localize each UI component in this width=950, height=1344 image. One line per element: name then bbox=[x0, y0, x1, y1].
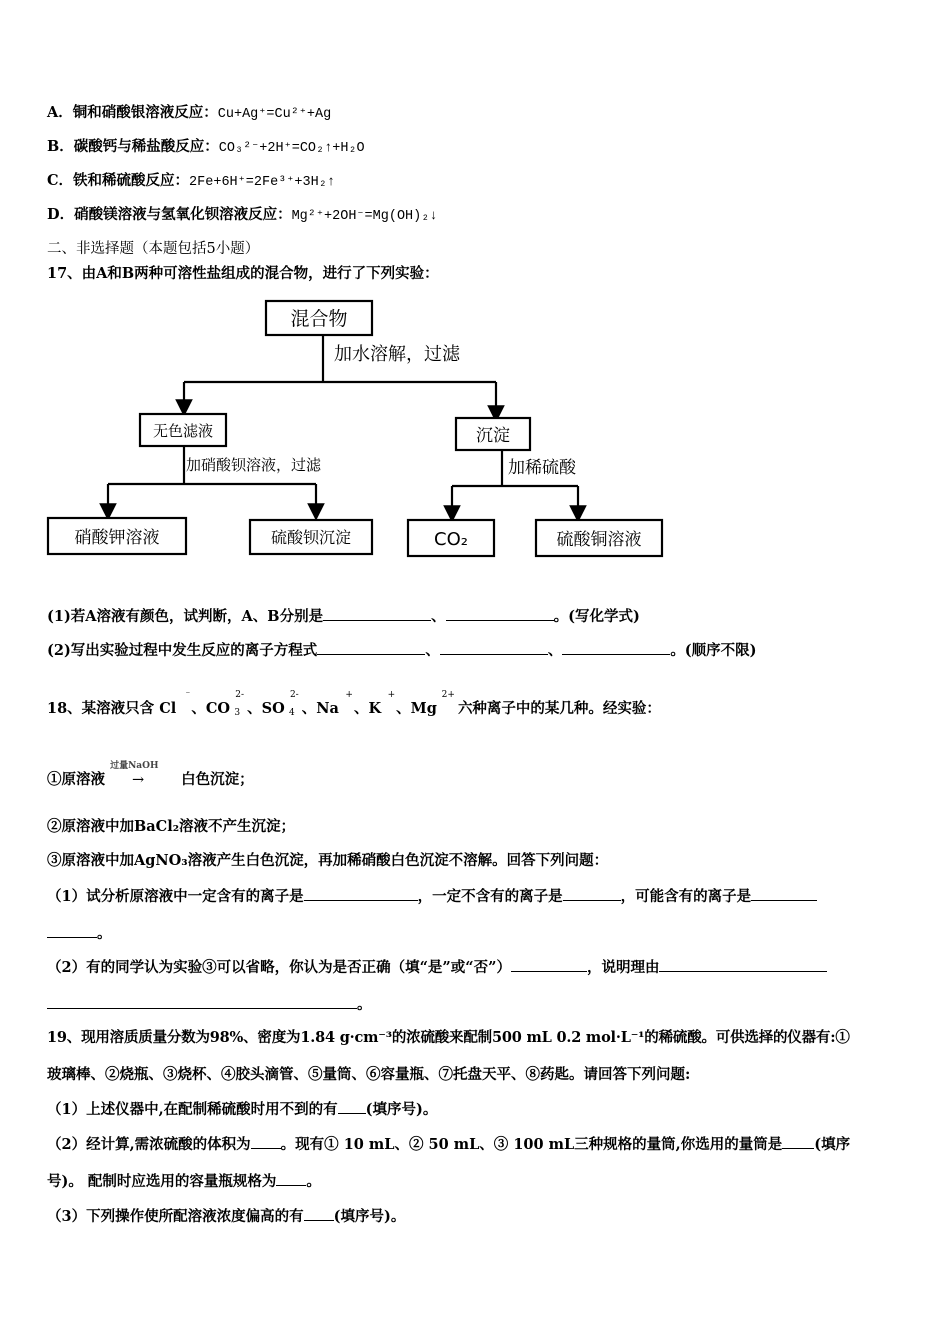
q19-p2-end: 。 bbox=[306, 1173, 321, 1190]
ion-sub: 4 bbox=[288, 708, 295, 718]
option-d bbox=[47, 205, 437, 227]
ion-charge: + bbox=[345, 690, 353, 700]
q18-stem-post: 六种离子中的某几种。经实验： bbox=[457, 700, 661, 717]
q18-exp1 bbox=[47, 761, 254, 790]
q19-part3 bbox=[47, 1206, 405, 1227]
separator: 、 bbox=[354, 700, 369, 717]
q17-p1-text: (1)若A溶液有颜色，试判断，A、B分别是 bbox=[47, 608, 324, 625]
q17-p1-end: 。(写化学式) bbox=[553, 608, 640, 625]
option-label: B． bbox=[47, 138, 74, 155]
answer-blank[interactable] bbox=[440, 640, 548, 655]
ion-charge: ⁻ bbox=[185, 690, 191, 700]
ion-charge: 2+ bbox=[441, 690, 455, 700]
option-label: A． bbox=[47, 104, 73, 121]
separator: 、 bbox=[191, 700, 206, 717]
ion-charge: 2- bbox=[235, 690, 245, 700]
ion-co3 bbox=[205, 690, 245, 719]
exp1-result: 白色沉淀； bbox=[181, 771, 254, 788]
answer-blank[interactable] bbox=[304, 886, 418, 901]
reaction-arrow bbox=[110, 761, 166, 790]
q18-p1-end: 。 bbox=[97, 925, 112, 942]
answer-blank[interactable] bbox=[304, 1206, 334, 1221]
option-text: 铜和硝酸银溶液反应： bbox=[72, 104, 218, 121]
separator: 、 bbox=[247, 700, 262, 717]
q17-stem: 17、由A和B两种可溶性盐组成的混合物，进行了下列实验： bbox=[47, 265, 439, 282]
arrow-reagent: 过量NaOH bbox=[110, 761, 159, 771]
answer-blank[interactable] bbox=[782, 1134, 814, 1149]
exp1-text: ①原溶液 bbox=[47, 771, 105, 788]
option-a bbox=[47, 103, 331, 125]
ion-so4 bbox=[261, 690, 299, 719]
q18-part2 bbox=[47, 957, 827, 978]
q17-part1 bbox=[47, 606, 640, 627]
q18-p2-end: 。 bbox=[357, 996, 372, 1013]
answer-blank[interactable] bbox=[751, 886, 817, 901]
answer-blank[interactable] bbox=[446, 606, 554, 621]
option-text: 碳酸钙与稀盐酸反应： bbox=[73, 138, 219, 155]
q18-part2-cont bbox=[47, 994, 372, 1015]
arrow-glyph: → bbox=[131, 772, 145, 788]
q18-p2-text: ，说明理由 bbox=[586, 959, 660, 976]
option-text: 硝酸镁溶液与氢氧化钡溶液反应： bbox=[74, 206, 292, 223]
ion-mg bbox=[410, 690, 455, 719]
label-filtrate: 无色滤液 bbox=[152, 422, 214, 440]
ion-symbol: K bbox=[368, 700, 382, 717]
separator: 、 bbox=[547, 642, 563, 659]
section-title: 二、非选择题（本题包括5小题） bbox=[47, 241, 260, 257]
ion-symbol: Mg bbox=[410, 700, 437, 717]
ion-symbol: CO bbox=[205, 700, 231, 717]
q17-p2-end: 。(顺序不限) bbox=[670, 642, 757, 659]
q19-p3-text: （3）下列操作使所配溶液浓度偏高的有 bbox=[47, 1208, 304, 1225]
option-equation: Cu+Ag⁺=Cu²⁺+Ag bbox=[217, 107, 332, 122]
answer-blank[interactable] bbox=[323, 606, 431, 621]
q19-p1-end: (填序号)。 bbox=[365, 1101, 438, 1118]
option-label: D． bbox=[47, 206, 75, 223]
option-b bbox=[47, 137, 365, 159]
ion-charge: + bbox=[387, 690, 396, 700]
answer-blank[interactable] bbox=[511, 957, 587, 972]
ion-na bbox=[316, 690, 353, 719]
q18-p1-text: ，可能含有的离子是 bbox=[620, 888, 752, 905]
label-step3: 加稀硫酸 bbox=[508, 458, 576, 478]
option-label: C． bbox=[47, 172, 74, 189]
ion-cl bbox=[159, 690, 191, 719]
label-precipitate: 沉淀 bbox=[476, 426, 510, 446]
q18-exp3: ③原溶液中加AgNO₃溶液产生白色沉淀，再加稀硝酸白色沉淀不溶解。回答下列问题： bbox=[47, 852, 609, 869]
ion-symbol: Na bbox=[316, 700, 339, 717]
answer-blank[interactable] bbox=[338, 1099, 366, 1114]
q18-p1-text: ，一定不含有的离子是 bbox=[417, 888, 563, 905]
q19-p2-text: (填序 bbox=[814, 1136, 851, 1153]
label-step2: 加硝酸钡溶液，过滤 bbox=[186, 456, 322, 474]
option-equation: Mg²⁺+2OH⁻=Mg(OH)₂↓ bbox=[291, 209, 438, 224]
ion-k bbox=[368, 690, 396, 719]
option-text: 铁和稀硫酸反应： bbox=[73, 172, 190, 189]
q18-part1-cont bbox=[47, 923, 112, 944]
answer-blank[interactable] bbox=[47, 994, 357, 1009]
q19-part2-cont bbox=[47, 1171, 321, 1192]
ion-symbol: SO bbox=[261, 700, 285, 717]
q19-p2-text: 。现有① 10 mL、② 50 mL、③ 100 mL三种规格的量筒,你选用的量筒是 bbox=[280, 1136, 783, 1153]
answer-blank[interactable] bbox=[562, 640, 670, 655]
ion-sub: 3 bbox=[234, 708, 241, 718]
answer-blank[interactable] bbox=[563, 886, 621, 901]
label-out3: CO₂ bbox=[434, 529, 468, 550]
q17-part2 bbox=[47, 640, 757, 661]
q19-p3-end: (填序号)。 bbox=[333, 1208, 406, 1225]
answer-blank[interactable] bbox=[659, 957, 827, 972]
label-out1: 硝酸钾溶液 bbox=[74, 528, 160, 548]
q18-stem bbox=[47, 690, 661, 719]
answer-blank[interactable] bbox=[47, 923, 97, 938]
label-out4: 硫酸铜溶液 bbox=[556, 530, 642, 550]
q19-stem-line1: 19、现用溶质质量分数为98%、密度为1.84 g·cm⁻³的浓硫酸来配制500 mL 0.2 mol·L⁻¹的稀硫酸。可供选择的仪器有:① bbox=[47, 1029, 850, 1046]
q19-p2-text: 号)。 配制时应选用的容量瓶规格为 bbox=[47, 1173, 277, 1190]
q18-part1 bbox=[47, 886, 817, 907]
q19-p2-text: （2）经计算,需浓硫酸的体积为 bbox=[47, 1136, 251, 1153]
ion-charge: 2- bbox=[289, 690, 299, 700]
ion-symbol: Cl bbox=[159, 700, 177, 717]
label-out2: 硫酸钡沉淀 bbox=[270, 528, 352, 547]
separator: 、 bbox=[425, 642, 440, 659]
answer-blank[interactable] bbox=[317, 640, 425, 655]
answer-blank[interactable] bbox=[251, 1134, 281, 1149]
option-equation: 2Fe+6H⁺=2Fe³⁺+3H₂↑ bbox=[189, 175, 335, 190]
answer-blank[interactable] bbox=[276, 1171, 306, 1186]
label-mixture: 混合物 bbox=[290, 308, 348, 330]
q17-p2-text: (2)写出实验过程中发生反应的离子方程式 bbox=[47, 642, 318, 659]
separator: 、 bbox=[396, 700, 411, 717]
flowchart bbox=[40, 290, 680, 570]
option-c bbox=[47, 171, 335, 193]
separator: 、 bbox=[431, 608, 446, 625]
separator: 、 bbox=[301, 700, 317, 717]
q19-part1 bbox=[47, 1099, 437, 1120]
label-step1: 加水溶解，过滤 bbox=[334, 344, 460, 365]
q18-p1-text: （1）试分析原溶液中一定含有的离子是 bbox=[47, 888, 304, 905]
q18-exp2: ②原溶液中加BaCl₂溶液不产生沉淀； bbox=[47, 818, 296, 835]
q19-p1-text: （1）上述仪器中,在配制稀硫酸时用不到的有 bbox=[47, 1101, 338, 1118]
q19-part2 bbox=[47, 1134, 850, 1155]
q19-stem-line2: 玻璃棒、②烧瓶、③烧杯、④胶头滴管、⑤量筒、⑥容量瓶、⑦托盘天平、⑧药匙。请回答下列问题: bbox=[47, 1066, 691, 1083]
option-equation: CO₃²⁻+2H⁺=CO₂↑+H₂O bbox=[218, 141, 365, 156]
q18-stem-pre: 18、某溶液只含 bbox=[47, 700, 155, 717]
q18-p2-text: （2）有的同学认为实验③可以省略，你认为是否正确（填“是”或“否”） bbox=[47, 959, 511, 976]
